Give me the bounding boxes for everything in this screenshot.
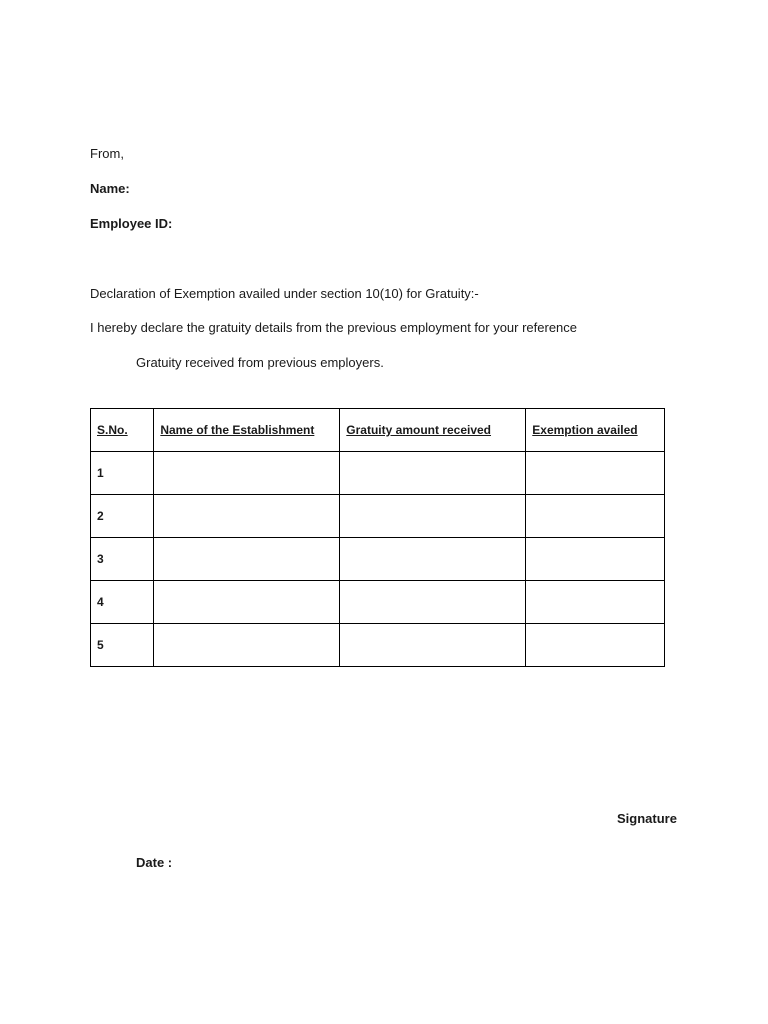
- header-sno: S.No.: [91, 409, 154, 452]
- table-row: [91, 538, 665, 581]
- gratuity-table: [90, 408, 665, 667]
- cell-exemption[interactable]: [526, 538, 665, 581]
- cell-exemption[interactable]: [526, 581, 665, 624]
- header-exemption: Exemption availed: [526, 409, 665, 452]
- cell-sno: 2: [91, 495, 154, 538]
- header-gratuity-amount: Gratuity amount received: [340, 409, 526, 452]
- cell-sno: 3: [91, 538, 154, 581]
- table-row: [91, 452, 665, 495]
- table-row: [91, 495, 665, 538]
- cell-establishment[interactable]: [154, 538, 340, 581]
- declaration-title: Declaration of Exemption availed under section 10(10) for Gratuity:-: [90, 286, 479, 301]
- cell-gratuity-amount[interactable]: [340, 452, 526, 495]
- from-label: From,: [90, 146, 124, 161]
- table-row: [91, 624, 665, 667]
- declaration-text: I hereby declare the gratuity details from the previous employment for your reference: [90, 320, 578, 335]
- cell-sno: 5: [91, 624, 154, 667]
- cell-gratuity-amount[interactable]: [340, 495, 526, 538]
- header-establishment: Name of the Establishment: [154, 409, 340, 452]
- table-row: [91, 581, 665, 624]
- cell-exemption[interactable]: [526, 495, 665, 538]
- signature-label: Signature: [617, 811, 677, 826]
- cell-gratuity-amount[interactable]: [340, 624, 526, 667]
- gratuity-subheading: Gratuity received from previous employers.: [136, 355, 384, 370]
- cell-establishment[interactable]: [154, 495, 340, 538]
- date-label: Date :: [136, 855, 173, 870]
- cell-exemption[interactable]: [526, 624, 665, 667]
- cell-establishment[interactable]: [154, 452, 340, 495]
- cell-exemption[interactable]: [526, 452, 665, 495]
- name-label: Name:: [90, 181, 130, 196]
- cell-sno: 1: [91, 452, 154, 495]
- table-header-row: [91, 409, 665, 452]
- cell-establishment[interactable]: [154, 581, 340, 624]
- cell-gratuity-amount[interactable]: [340, 538, 526, 581]
- employee-id-label: Employee ID:: [90, 216, 173, 231]
- cell-gratuity-amount[interactable]: [340, 581, 526, 624]
- cell-establishment[interactable]: [154, 624, 340, 667]
- cell-sno: 4: [91, 581, 154, 624]
